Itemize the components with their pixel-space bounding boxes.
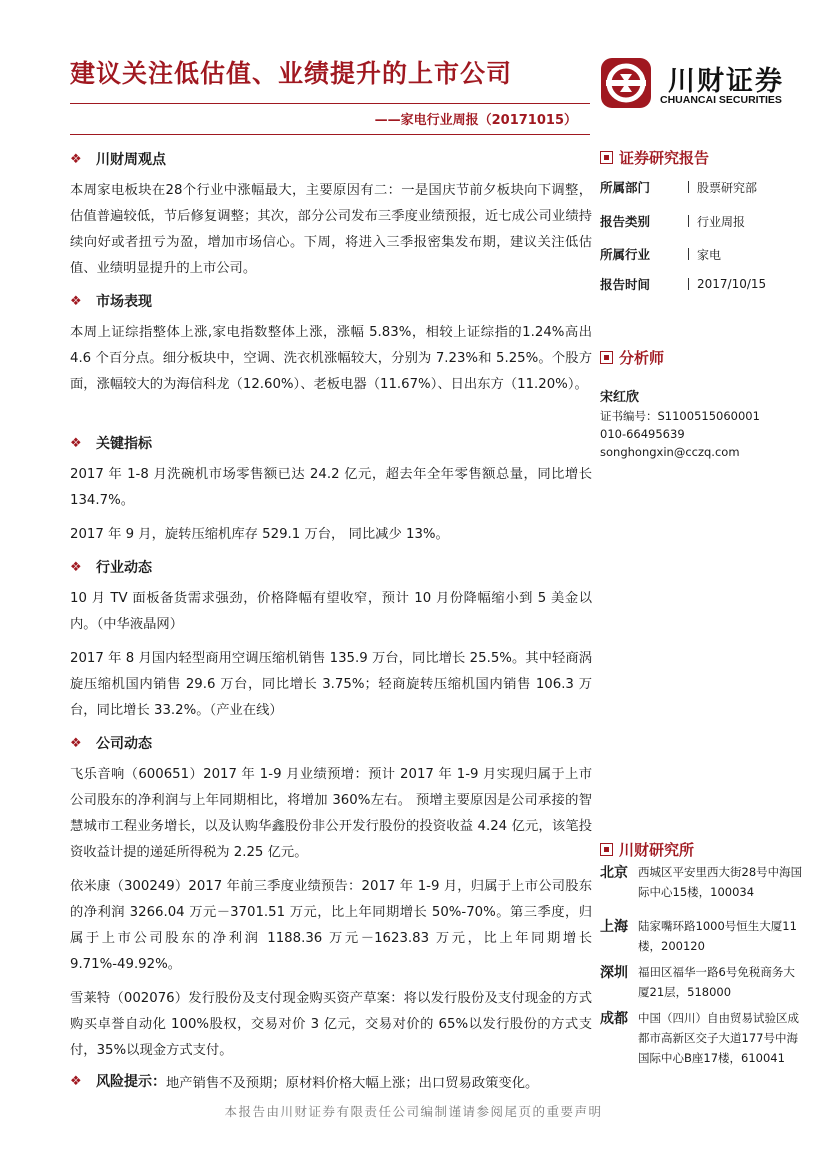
section-weekly-view: [70, 146, 592, 282]
diamond-bullet-icon: ❖: [70, 735, 82, 751]
company-logo: [600, 57, 790, 113]
analyst-info: [600, 386, 760, 461]
meta-separator: [688, 278, 689, 290]
report-type-heading: [600, 144, 709, 170]
diamond-bullet-icon: ❖: [70, 151, 82, 167]
office-city: 深圳: [600, 965, 628, 981]
meta-row: [600, 176, 800, 198]
meta-value: 股票研究部: [697, 180, 758, 195]
section-paragraph: 雪莱特（002076）发行股份及支付现金购买资产草案：将以发行股份及支付现金的方式购买卓誉自动化 100%股权，交易对价 3 亿元，交易对价的 65%以发行股份的方式支付，35%以现金方式支付。: [70, 991, 592, 1058]
analyst-name: 宋红欣: [600, 390, 640, 405]
section-industry-news: [70, 554, 592, 724]
meta-row: [600, 210, 800, 232]
meta-label: 报告类别: [600, 214, 651, 229]
sidebar-title: 证券研究报告: [619, 148, 710, 167]
section-paragraph: 依米康（300249）2017 年前三季度业绩预告：2017 年 1-9 月，归属于上市公司股东的净利润 3266.04 万元－3701.51 万元，比上年同期增长 50%-70%。第三季度，归属于上市公司股东的净利润 1188.36 万元－1623.83 万元，比上年同期增长 9.71%-49.92%。: [70, 879, 592, 972]
meta-label: 所属行业: [600, 247, 651, 262]
meta-separator: [688, 215, 689, 227]
section-title: 公司动态: [96, 736, 152, 752]
report-title: 建议关注低估值、业绩提升的上市公司: [70, 59, 513, 88]
meta-label: 报告时间: [600, 277, 651, 292]
section-title: 关键指标: [96, 436, 152, 452]
section-paragraph: 2017 年 8 月国内轻型商用空调压缩机销售 135.9 万台，同比增长 25.5%。其中轻商涡旋压缩机国内销售 29.6 万台，同比增长 3.75%；轻商旋转压缩机国内销售 106.3 万台，同比增长 33.2%。（产业在线）: [70, 651, 592, 718]
square-bullet-icon: [600, 151, 613, 164]
meta-separator: [688, 248, 689, 260]
section-company-news: [70, 730, 592, 1064]
sidebar-title: 分析师: [619, 348, 665, 367]
section-paragraph: 本周上证综指整体上涨,家电指数整体上涨，涨幅 5.83%，相较上证综指的1.24%高出 4.6 个百分点。细分板块中，空调、洗衣机涨幅较大，分别为 7.23%和 5.25%。个股方面，涨幅较大的为海信科龙（12.60%）、老板电器（11.67%）、日出东方（11.20%）。: [70, 325, 592, 392]
page-footer-disclaimer: 本报告由川财证券有限责任公司编制谨请参阅尾页的重要声明: [224, 1104, 603, 1119]
meta-value: 行业周报: [697, 214, 746, 229]
institute-heading: [600, 836, 694, 862]
subtitle-divider: [70, 134, 590, 135]
office-city: 成都: [600, 1011, 628, 1027]
meta-separator: [688, 181, 689, 193]
office-city: 上海: [600, 919, 628, 935]
risk-label: 风险提示：: [96, 1074, 166, 1090]
section-title: 川财周观点: [96, 152, 166, 168]
logo-english-name: CHUANCAI SECURITIES: [660, 94, 782, 106]
office-address: 陆家嘴环路1000号恒生大厦11楼，200120: [638, 919, 797, 953]
sidebar-title: 川财研究所: [619, 840, 695, 859]
report-subtitle: ——家电行业周报（20171015）: [374, 113, 577, 128]
chuancai-logo-icon: [600, 57, 652, 109]
office-address: 福田区福华一路6号免税商务大厦21层，518000: [638, 965, 795, 999]
title-divider: [70, 103, 590, 104]
section-paragraph: 2017 年 9 月，旋转压缩机库存 529.1 万台， 同比减少 13%。: [70, 527, 449, 542]
section-market-performance: [70, 288, 592, 398]
diamond-bullet-icon: ❖: [70, 1073, 82, 1089]
office-shanghai: [600, 916, 805, 956]
office-address: 西城区平安里西大街28号中海国际中心15楼，100034: [638, 865, 803, 899]
square-bullet-icon: [600, 351, 613, 364]
risk-warning: [70, 1068, 592, 1094]
analyst-phone: 010-66495639: [600, 427, 685, 441]
analyst-cert: 证书编号：S1100515060001: [600, 409, 760, 423]
office-chengdu: [600, 1008, 805, 1068]
logo-chinese-name: 川财证券: [668, 66, 784, 97]
office-city: 北京: [600, 865, 628, 881]
diamond-bullet-icon: ❖: [70, 435, 82, 451]
section-title: 市场表现: [96, 294, 152, 310]
office-shenzhen: [600, 962, 805, 1002]
section-paragraph: 2017 年 1-8 月洗碗机市场零售额已达 24.2 亿元，超去年全年零售额总量，同比增长 134.7%。: [70, 467, 592, 508]
meta-value: 2017/10/15: [697, 277, 767, 291]
section-title: 行业动态: [96, 560, 152, 576]
meta-row: [600, 243, 800, 265]
square-bullet-icon: [600, 843, 613, 856]
analyst-heading: [600, 344, 664, 370]
meta-label: 所属部门: [600, 180, 651, 195]
section-paragraph: 10 月 TV 面板备货需求强劲，价格降幅有望收窄，预计 10 月份降幅缩小到 5 美金以内。（中华液晶网）: [70, 591, 592, 632]
section-paragraph: 飞乐音响（600651）2017 年 1-9 月业绩预增：预计 2017 年 1-9 月实现归属于上市公司股东的净利润与上年同期相比，将增加 360%左右。 预增主要原因是公司承接的智慧城市工程业务增长，以及认购华鑫股份非公开发行股份的投资收益 4.24 亿元，该笔投资收益计提的递延所得税为 2.25 亿元。: [70, 767, 592, 860]
meta-value: 家电: [697, 247, 722, 262]
risk-text: 地产销售不及预期；原材料价格大幅上涨；出口贸易政策变化。: [166, 1075, 539, 1091]
diamond-bullet-icon: ❖: [70, 293, 82, 309]
diamond-bullet-icon: ❖: [70, 559, 82, 575]
analyst-email[interactable]: songhongxin@cczq.com: [600, 445, 740, 459]
meta-row: [600, 273, 800, 295]
section-key-indicators: [70, 430, 592, 548]
office-address: 中国（四川）自由贸易试验区成都市高新区交子大道177号中海国际中心B座17楼，610041: [638, 1011, 799, 1065]
section-paragraph: 本周家电板块在28个行业中涨幅最大，主要原因有二：一是国庆节前夕板块向下调整，估值普遍较低，节后修复调整；其次，部分公司发布三季度业绩预报，近七成公司业绩持续向好或者扭亏为盈，增加市场信心。下周，将进入三季报密集发布期，建议关注低估值、业绩明显提升的上市公司。: [70, 183, 592, 276]
office-beijing: [600, 862, 805, 902]
